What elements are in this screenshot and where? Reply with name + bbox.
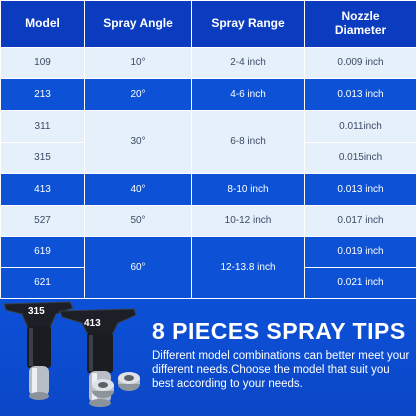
header-nozzle-diameter xyxy=(305,1,416,48)
table-row xyxy=(1,111,416,143)
description-text: Different model combinations can better meet your different needs.Choose the model that suit you best according to your needs. xyxy=(152,350,410,390)
headline: 8 PIECES SPRAY TIPS xyxy=(152,318,406,344)
cell-angle: 40° xyxy=(85,174,192,206)
cell-range: 6-8 inch xyxy=(192,111,305,174)
cell-diameter: 0.009 inch xyxy=(305,48,416,79)
spray-tip-label-1: 315 xyxy=(28,306,45,317)
table-row xyxy=(1,48,416,79)
table-header-row xyxy=(1,1,416,48)
header-nozzle-line1: Nozzle xyxy=(341,9,380,24)
cell-model: 109 xyxy=(1,48,85,79)
cell-range: 12-13.8 inch xyxy=(192,237,305,299)
cell-model: 413 xyxy=(1,174,85,206)
header-spray-range: Spray Range xyxy=(192,1,305,48)
cell-diameter: 0.019 inch xyxy=(305,237,416,268)
cell-diameter: 0.015inch xyxy=(305,143,416,174)
cell-model: 311 xyxy=(1,111,85,143)
cell-range: 10-12 inch xyxy=(192,206,305,237)
table-row xyxy=(1,237,416,268)
cell-diameter: 0.017 inch xyxy=(305,206,416,237)
table-row xyxy=(1,174,416,206)
cell-diameter: 0.021 inch xyxy=(305,268,416,299)
cell-angle: 60° xyxy=(85,237,192,299)
cell-model: 213 xyxy=(1,79,85,111)
cell-diameter: 0.013 inch xyxy=(305,79,416,111)
cell-angle: 10° xyxy=(85,48,192,79)
cell-diameter: 0.011inch xyxy=(305,111,416,143)
header-spray-angle: Spray Angle xyxy=(85,1,192,48)
cell-angle: 20° xyxy=(85,79,192,111)
cell-range: 4-6 inch xyxy=(192,79,305,111)
cell-range: 2-4 inch xyxy=(192,48,305,79)
cell-model: 527 xyxy=(1,206,85,237)
cell-model: 315 xyxy=(1,143,85,174)
spray-tip-label-2: 413 xyxy=(84,318,101,329)
cell-angle: 30° xyxy=(85,111,192,174)
product-description-section xyxy=(0,297,416,416)
cell-range: 8-10 inch xyxy=(192,174,305,206)
cell-diameter: 0.013 inch xyxy=(305,174,416,206)
cell-model: 619 xyxy=(1,237,85,268)
table-row xyxy=(1,206,416,237)
cell-angle: 50° xyxy=(85,206,192,237)
header-model: Model xyxy=(1,1,85,48)
cell-model: 621 xyxy=(1,268,85,299)
table-row xyxy=(1,79,416,111)
header-nozzle-line2: Diameter xyxy=(334,23,387,37)
